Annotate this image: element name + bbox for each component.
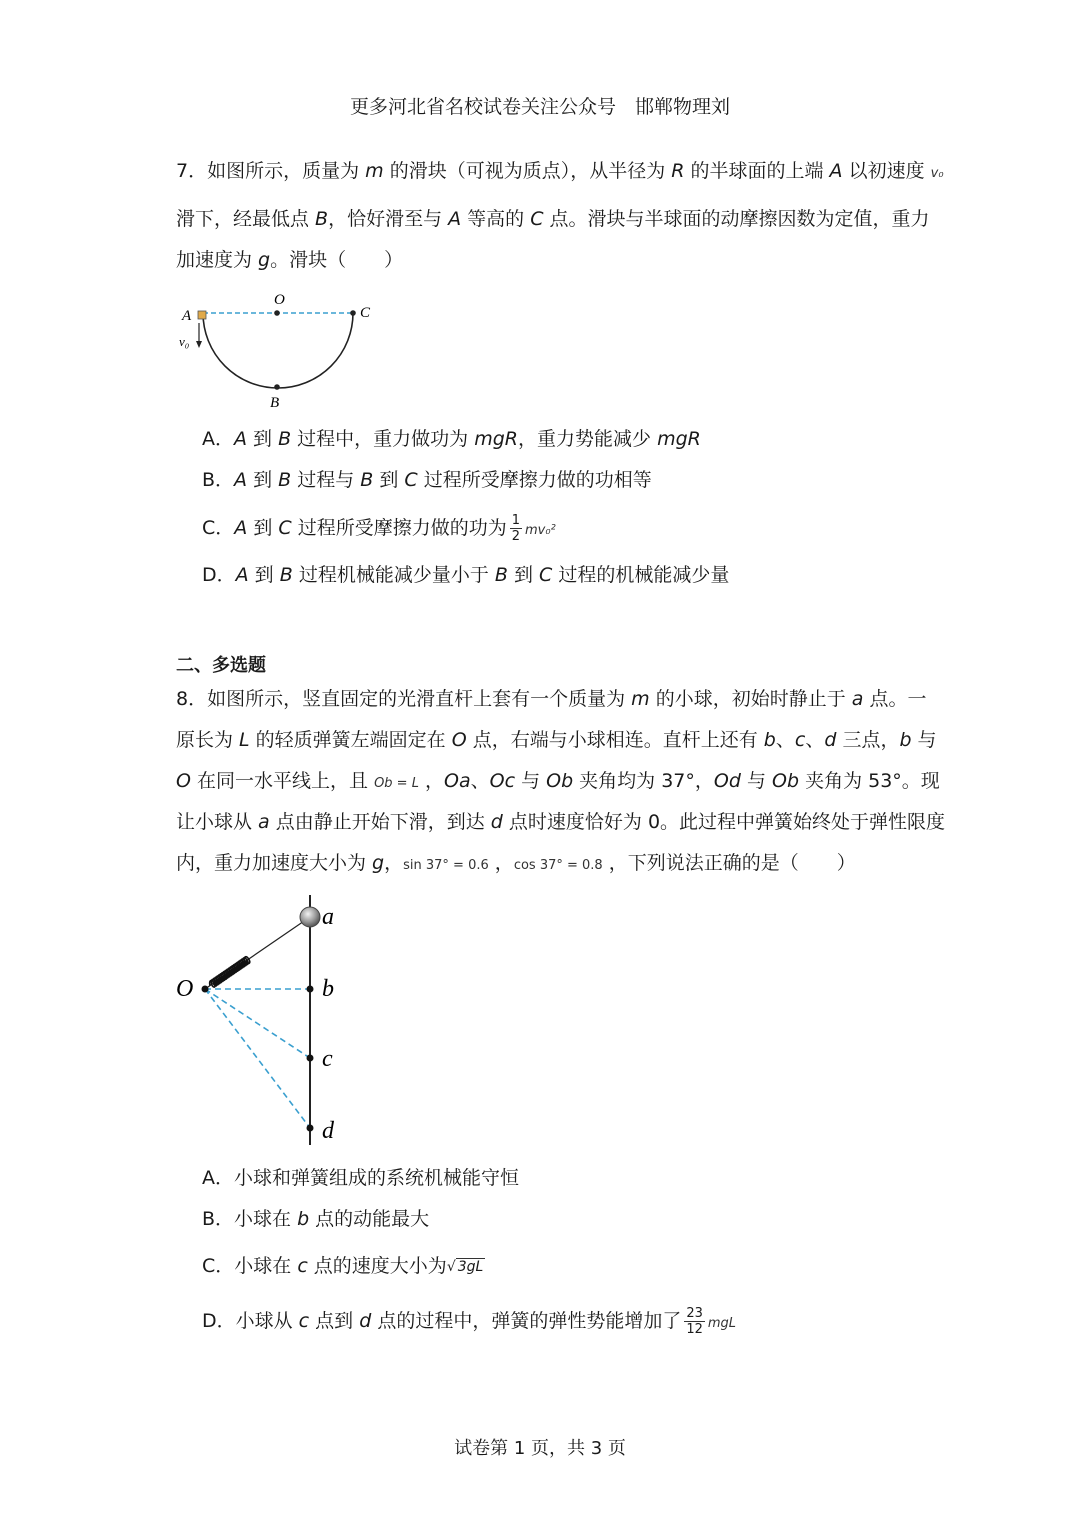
q8-optD-fraction: $\frac{23}{12}$ [686, 1306, 703, 1337]
q7-option-D[interactable]: D．A 到 B 过程机械能减少量小于 B 到 C 过程的机械能减少量 [202, 564, 730, 586]
q8-label-b: b [322, 976, 334, 1002]
q8-label-d: d [322, 1118, 334, 1144]
q7-point-C [350, 310, 356, 316]
q8-point-O [202, 986, 209, 993]
q7-velocity-arrowhead [196, 341, 202, 348]
q8-label-O: O [176, 976, 194, 1002]
q8-option-B[interactable]: B．小球在 b 点的动能最大 [202, 1208, 430, 1230]
q7-point-B [274, 384, 280, 390]
q8-line5: 内，重力加速度大小为 g，sin 37° = 0.6 ，cos 37° = 0.8 ，下列说法正确的是（ ） [176, 852, 856, 874]
q8-line4: 让小球从 a 点由静止开始下滑，到达 d 点时速度恰好为 0。此过程中弹簧始终处于弹性限度 [176, 811, 946, 833]
q8-line3: O 在同一水平线上，且 Ob = L ，Oa、Oc 与 Ob 夹角均为 37°，Od 与 Ob 夹角为 53°。现 [176, 770, 940, 792]
page-footer: 试卷第 1 页，共 3 页 [454, 1438, 626, 1459]
q8-line2: 原长为 L 的轻质弹簧左端固定在 O 点，右端与小球相连。直杆上还有 b、c、d 三点，b 与 [176, 729, 937, 751]
q7-option-C[interactable]: C．A 到 C 过程所受摩擦力做的功为 $\frac{1}{2}$ mv₀² [202, 513, 556, 544]
q8-optC-sqrt: √ 3gL [446, 1258, 484, 1275]
q7-point-O [274, 310, 280, 316]
q8-spring-rod-figure [170, 890, 370, 1150]
q8-option-D[interactable]: D．小球从 c 点到 d 点的过程中，弹簧的弹性势能增加了 $\frac{23}{12}$ mgL [202, 1306, 737, 1337]
q8-dashed-Oc [205, 989, 310, 1058]
q7-semicircle-figure [170, 285, 390, 415]
q7-label-B: B [270, 395, 280, 411]
q8-label-c: c [322, 1046, 333, 1072]
q7-option-A[interactable]: A．A 到 B 过程中，重力做功为 mgR，重力势能减少 mgR [202, 428, 701, 450]
q7-label-O: O [274, 292, 285, 308]
q7-label-C: C [360, 305, 371, 321]
q7-label-v0: v₀ [179, 334, 190, 349]
q8-dashed-Od [205, 989, 310, 1128]
q8-label-a: a [322, 904, 334, 930]
q8-option-C[interactable]: C．小球在 c 点的速度大小为√ 3gL [202, 1252, 485, 1281]
section-heading-multiple-choice: 二、多选题 [176, 655, 266, 676]
q8-option-A[interactable]: A．小球和弹簧组成的系统机械能守恒 [202, 1167, 519, 1189]
page-header: 更多河北省名校试卷关注公众号 邯郸物理刘 [349, 96, 730, 118]
q7-label-A: A [182, 308, 192, 324]
q7-option-B[interactable]: B．A 到 B 过程与 B 到 C 过程所受摩擦力做的功相等 [202, 469, 652, 491]
q8-point-c [307, 1055, 314, 1062]
q8-ball [300, 907, 320, 927]
q8-point-b [307, 986, 314, 993]
q7-arc [203, 313, 353, 388]
q7-line2: 滑下，经最低点 B，恰好滑至与 A 等高的 C 点。滑块与半球面的动摩擦因数为定值，重力 [176, 208, 930, 230]
q7-line1: 7．如图所示，质量为 m 的滑块（可视为质点），从半径为 R 的半球面的上端 A 以初速度 v₀ [176, 160, 944, 182]
q8-spring [205, 917, 310, 989]
q7-slider-block [198, 311, 206, 319]
q8-line1: 8．如图所示，竖直固定的光滑直杆上套有一个质量为 m 的小球，初始时静止于 a 点。一 [176, 688, 927, 710]
q7-line3: 加速度为 g。滑块（ ） [176, 249, 404, 271]
q8-point-d [307, 1125, 314, 1132]
q7-optC-fraction: $\frac{1}{2}$ [511, 513, 520, 544]
